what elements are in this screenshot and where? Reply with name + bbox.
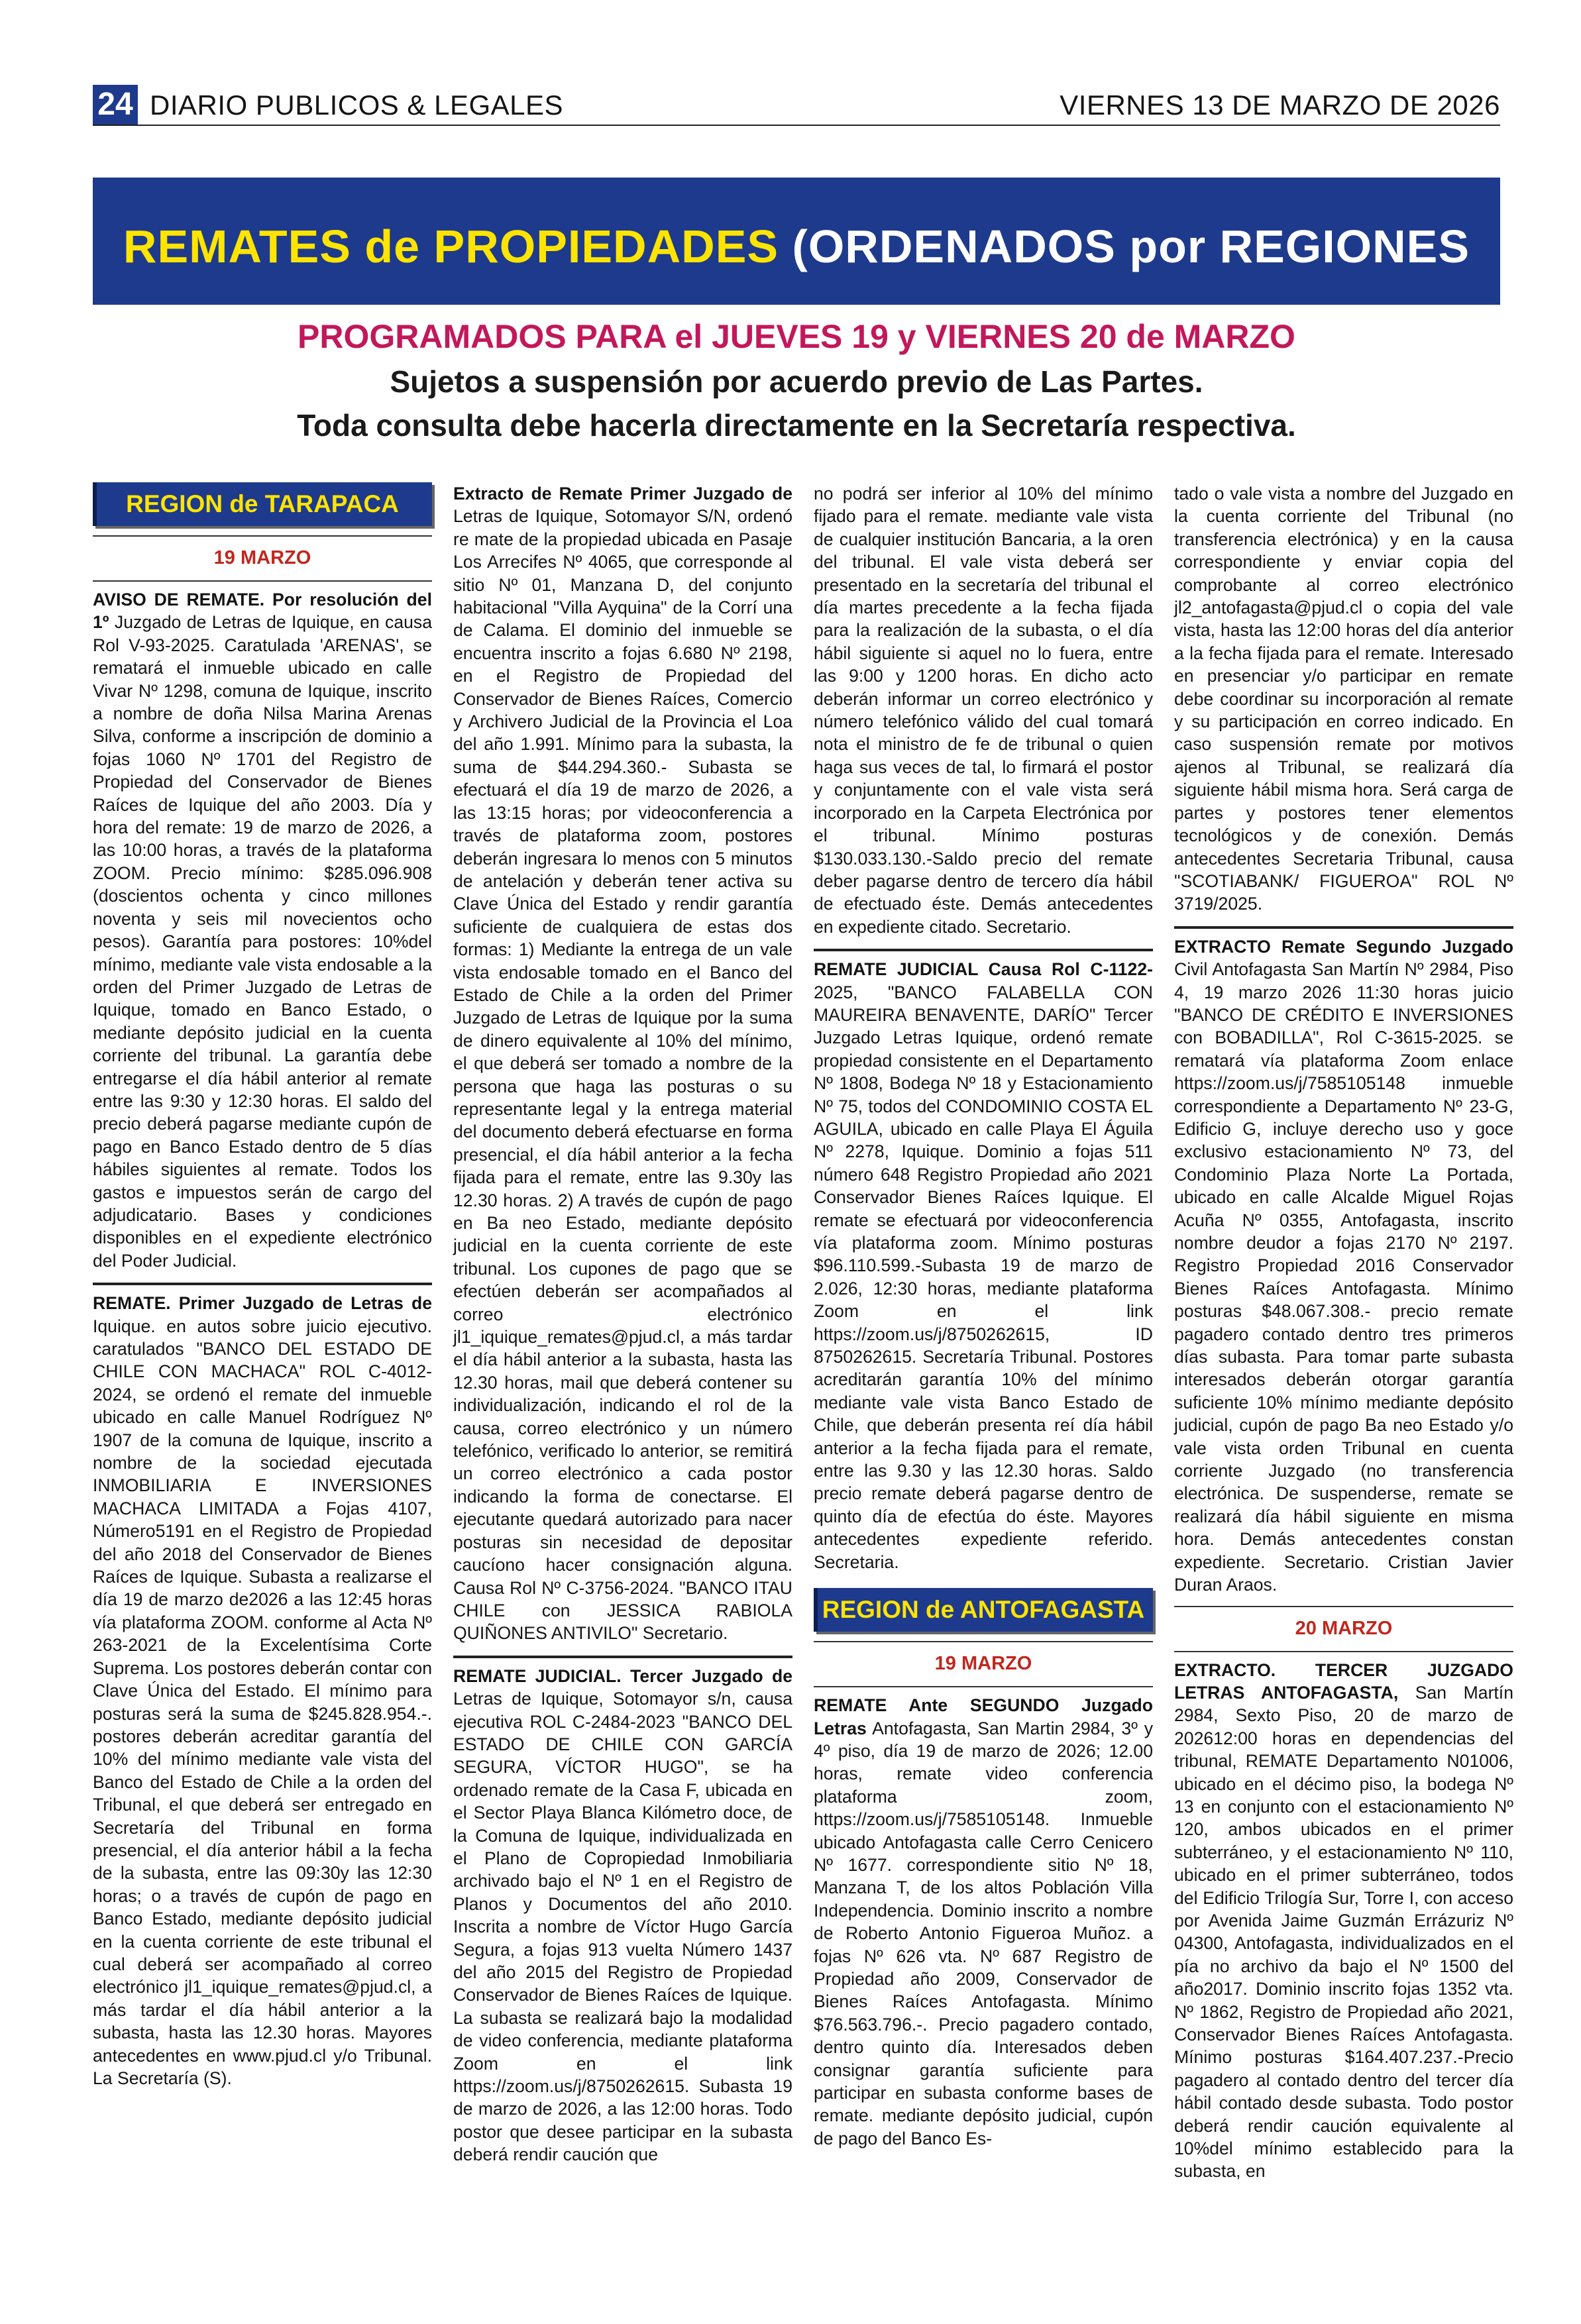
notice-2: [93, 1292, 432, 2089]
notice-lead: EXTRACTO. TERCER JUZGADO LETRAS ANTOFAGASTA,: [1174, 1660, 1513, 1703]
column-3: [814, 482, 1153, 2150]
issue-date: VIERNES 13 DE MARZO DE 2026: [1060, 89, 1500, 121]
notice-lead: REMATE JUDICIAL. Tercer Juzgado de: [453, 1665, 792, 1686]
page-header: [93, 85, 1500, 125]
date-header: 19 MARZO: [934, 1653, 1032, 1675]
date-header: 20 MARZO: [1295, 1617, 1393, 1639]
notice-lead: EXTRACTO Remate Segundo Juzgado: [1174, 936, 1513, 957]
region-header-tarapaca: [93, 482, 432, 526]
date-header: 19 MARZO: [213, 547, 311, 568]
notice-body: Juzgado de Letras de Iquique, en causa Rol V-93-2025. Caratulada 'ARENAS', se rematará el inmueble ubicado en calle Vivar Nº 1298, comuna de Iquique, inscrito a nombre de doña Nilsa Marina Arenas Silva, conforme a inscripción de dominio a fojas 1060 Nº 1701 del Registro de Propiedad del Conservador de Bienes Raíces de Iquique del año 2003. Día y hora del remate: 19 de marzo de 2026, a las 10:00 horas, a través de la plataforma ZOOM. Precio mínimo: $285.096.908 (doscientos ochenta y cinco millones noventa y seis mil novecientos ocho pesos). Garantía para postores: 10%del mínimo, mediante vale vista endosable a la orden del Primer Juzgado de Letras de Iquique, tomado en Banco Estado, o mediante depósito judicial en la cuenta corriente del tribunal. La garantía debe entregarse el día hábil anterior al remate entre las 9:30 y 12:30 horas. El saldo del precio deberá pagarse mediante cupón de pago en Banco Estado dentro de 5 días hábiles siguientes al remate. Todos los gastos e impuestos serán de cargo del adjudicatario. Bases y condiciones disponibles en el expediente electrónico del Poder Judicial.: [93, 612, 432, 1271]
banner-title: [93, 220, 1500, 273]
notice-5: [814, 958, 1153, 1573]
notice-6: [814, 1694, 1153, 2150]
inquiry-note: Toda consulta debe hacerla directamente en la Secretaría respectiva.: [297, 408, 1296, 443]
notice-3: [453, 482, 792, 1645]
notice-body: Letras de Iquique, Sotomayor S/N, ordenó re mate de la propiedad ubicada en Pasaje Los Arrecifes Nº 4065, que corresponde al sitio Nº 01, Manzana D, del conjunto habitacional "Villa Ayquina" de la Corrí una de Calama. El dominio del inmueble se encuentra inscrito a fojas 6.680 Nº 2198, en el Registro de Propiedad del Conservador de Bienes Raíces, Comercio y Archivero Judicial de la Provincia el Loa del año 1.991. Mínimo para la subasta, la suma de $44.294.360.- Subasta se efectuará el día 19 de marzo de 2026, a las 13:15 horas; por videoconferencia a través de plataforma zoom, postores deberán ingresara lo menos con 5 minutos de antelación y deberán tener activa su Clave Única del Estado y rendir garantía suficiente de cualquiera de estas dos formas: 1) Mediante la entrega de un vale vista endosable tomado en el Banco del Estado de Chile a la orden del Primer Juzgado de Letras de Iquique por la suma de dinero equivalente al 10% del mínimo, el que deberá ser tomado a nombre de la persona que haga las posturas o su representante legal y la entrega material del documento deberá efectuarse en forma presencial, el día hábil anterior a la fecha fijada para el remate, entre las 9.30y las 12.30 horas. 2) A través de cupón de pago en Ba neo Estado, mediante depósito judicial en la cuenta corriente de este tribunal. Los cupones de pago que se efectúen deberán ser acompañados al correo electrónico jl1_iquique_remates@pjud.cl, a más tardar el día hábil anterior a la subasta, hasta las 12.30 horas, mail que deberá contener su individualización, indicando el rol de la causa, correo electrónico y un número telefónico, verificado lo anterior, se remitirá un correo electrónico a cada postor indicando la forma de conectarse. El ejecutante quedará autorizado para nacer posturas sin necesidad de depositar caucíono hacer consignación alguna. Causa Rol Nº C-3756-2024. "BANCO ITAU CHILE con JESSICA RABIOLA QUIÑONES ANTIVILO" Secretario.: [453, 506, 792, 1644]
notice-7: [1174, 935, 1513, 1597]
notice-body: Iquique. en autos sobre juicio ejecutivo. caratulados "BANCO DEL ESTADO DE CHILE CON MACHACA" ROL C-4012-2024, se ordenó el remate del inmueble ubicado en calle Manuel Rodríguez Nº 1907 de la comuna de Iquique, inscrito a nombre de la sociedad ejecutada INMOBILIARIA E INVERSIONES MACHACA LIMITADA a Fojas 4107, Número5191 en el Registro de Propiedad del año 2018 del Conservador de Bienes Raíces de Iquique. Subasta a realizarse el día 19 de marzo de2026 a las 12:45 horas vía plataforma ZOOM. conforme al Acta Nº 263-2021 de la Excelentísima Corte Suprema. Los postores deberán contar con Clave Única del Estado. El mínimo para posturas será la suma de $245.828.954.-. postores deberán acreditar garantía del 10% del mínimo mediante vale vista del Banco del Estado de Chile a la orden del Tribunal, el que deberá ser entregado en Secretaría del Tribunal en forma presencial, el día anterior hábil a la fecha de la subasta, entre las 09:30y las 12:30 horas; o a través de cupón de pago en Banco Estado, mediante depósito judicial en la cuenta corriente de este tribunal el cual deberá ser acompañado al correo electrónico jl1_iquique_remates@pjud.cl, a más tardar el día hábil anterior a la subasta, hasta las 12.30 horas. Mayores antecedentes en www.pjud.cl y/o Tribunal. La Secretaría (S).: [93, 1316, 432, 2088]
column-2: [453, 482, 792, 2166]
notice-lead: REMATE Ante SEGUNDO Juzgado Letras: [814, 1695, 1153, 1738]
region-label: REGION de ANTOFAGASTA: [822, 1596, 1145, 1624]
notice-body: Civil Antofagasta San Martín Nº 2984, Piso 4, 19 marzo 2026 11:30 horas juicio "BANCO DE CRÉDITO E INVERSIONES con BOBADILLA", Rol C-3615-2025. se rematará vía plataforma Zoom enlace https://zoom.us/j/7585105148 inmueble correspondiente a Departamento Nº 23-G, Edificio G, incluye derecho uso y goce exclusivo estacionamiento Nº 73, del Condominio Plaza Norte La Portada, ubicado en calle Alcalde Miguel Rojas Acuña Nº 0355, Antofagasta, inscrito nombre deudor a fojas 2170 Nº 2197. Registro Propiedad 2016 Conservador Bienes Raíces Antofagasta. Mínimo posturas $48.067.308.- precio remate pagadero contado dentro tres primeros días subasta. Para tomar parte subasta interesados deberán otorgar garantía suficiente 10% mínimo mediante depósito judicial, cupón de pago Ba neo Estado y/o vale vista orden Tribunal en cuenta corriente Juzgado (no transferencia electrónica. De suspenderse, remate se realizará día hábil siguiente en misma hora. Demás antecedentes constan expediente. Secretario. Cristian Javier Duran Araos.: [1174, 959, 1513, 1595]
region-header-antofagasta: [814, 1588, 1153, 1632]
region-label: REGION de TARAPACA: [126, 490, 399, 517]
notice-lead: Extracto de Remate Primer Juzgado de: [453, 484, 792, 503]
publication-name: DIARIO PUBLICOS & LEGALES: [150, 89, 564, 121]
notice-1: [93, 588, 432, 1272]
banner-title-part2: (ORDENADOS por REGIONES: [792, 221, 1470, 272]
column-1: [93, 482, 432, 2089]
notice-body: 2025, "BANCO FALABELLA CON MAUREIRA BENAVENTE, DARÍO" Tercer Juzgado Letras Iquique, ordenó remate propiedad consistente en el Departamento Nº 1808, Bodega Nº 18 y Estacionamiento Nº 75, todos del CONDOMINIO COSTA EL AGUILA, ubicado en calle Playa El Águila Nº 2278, Iquique. Dominio a fojas 511 número 648 Registro Propiedad año 2021 Conservador Bienes Raíces Iquique. El remate se efectuará por videoconferencia vía plataforma zoom. Mínimo posturas $96.110.599.-Subasta 19 de marzo de 2.026, 12:30 horas, mediante plataforma Zoom en el link https://zoom.us/j/8750262615, ID 8750262615. Secretaría Tribunal. Postores acreditarán garantía 10% del mínimo mediante vale vista Banco Estado de Chile, que deberán presenta reí día hábil anterior a la fecha fijada para el remate, entre las 9.30 y las 12.30 horas. Saldo precio remate deberá pagarse dentro de quinto día de efectúa do éste. Mayores antecedentes expediente referido. Secretaria.: [814, 982, 1153, 1572]
notice-body: San Martín 2984, Sexto Piso, 20 de marzo de 202612:00 horas en dependencias del tribunal, REMATE Departamento N01006, ubicado en el décimo piso, la bodega Nº 13 en conjunto con el estacionamiento Nº 120, ambos ubicados en el primer subterráneo, y el estacionamiento Nº 110, ubicado en el primer subterráneo, todos del Edificio Trilogía Sur, Torre I, con acceso por Avenida Jaime Guzmán Errázuriz Nº 04300, Antofagasta, individualizados en el pía no archivo da bajo el Nº 1500 del año2017. Dominio inscrito fojas 1352 vta. Nº 1862, Registro de Propiedad año 2021, Conservador Bienes Raíces Antofagasta. Mínimo posturas $164.407.237.-Precio pagadero al contado dentro del tercer día hábil contado desde subasta. Todo postor deberá rendir caución equivalente al 10%del mínimo establecido para la subasta, en: [1174, 1682, 1513, 2182]
notice-6-continued: tado o vale vista a nombre del Juzgado en la cuenta corriente del Tribunal (no transferencia electrónica) y en la causa correspondiente y enviar copia del comprobante al correo electrónico jl2_antofagasta@pjud.cl o copia del vale vista, hasta las 12:00 horas del día anterior a la fecha fijada para el remate. Interesado en presenciar y/o participar en remate debe coordinar su incorporación al remate y su participación en correo indicado. En caso suspensión remate por motivos ajenos al Tribunal, se realizará día siguiente hábil misma hora. Será carga de partes y postores tener elementos tecnológicos y de conexión. Demás antecedentes Secretaria Tribunal, causa "SCOTIABANK/ FIGUEROA" ROL Nº 3719/2025.: [1174, 484, 1513, 914]
section-banner: [93, 178, 1500, 305]
notice-4-continued: no podrá ser inferior al 10% del mínimo fijado para el remate. mediante vale vista de cualquier institución Bancaria, a la oren del tribunal. El vale vista deberá ser presentado en la secretaría del tribunal el día martes precedente a la fecha fijada para la realización de la subasta, o el día hábil siguiente si aquel no lo fuera, entre las 9:00 y 1200 horas. En dicho acto deberán informar un correo electrónico y número telefónico válido del cual tomará nota el ministro de fe de tribunal o quien haga sus veces de tal, lo firmará el postor y conjuntamente con el vale vista será incorporado en la Carpeta Electrónica por el tribunal. Mínimo posturas $130.033.130.-Saldo precio del remate deber pagarse dentro de tercero día hábil de efectuado éste. Demás antecedentes en expediente citado. Secretario.: [814, 484, 1153, 937]
notice-8: [1174, 1659, 1513, 2183]
column-4: [1174, 482, 1513, 2183]
notice-lead: REMATE. Primer Juzgado de Letras de: [93, 1293, 432, 1314]
notice-body: Letras de Iquique, Sotomayor s/n, causa ejecutiva ROL C-2484-2023 "BANCO DEL ESTADO DE CHILE CON GARCÍA SEGURA, VÍCTOR HUGO", se ha ordenado remate de la Casa F, ubicada en el Sector Playa Blanca Kilómetro doce, de la Comuna de Iquique, individualizada en el Plano de Copropiedad Inmobiliaria archivado bajo el Nº 1 en el Registro de Planos y Documentos del año 2010. Inscrita a nombre de Víctor Hugo García Segura, a fojas 913 vuelta Número 1437 del año 2015 del Registro de Propiedad Conservador de Bienes Raíces de Iquique. La subasta se realizará bajo la modalidad de video conferencia, mediante plataforma Zoom en el link https://zoom.us/j/8750262615. Subasta 19 de marzo de 2026, a las 12:00 horas. Todo postor que desee participar en la subasta deberá rendir caución que: [453, 1689, 792, 2165]
notice-body: Antofagasta, San Martin 2984, 3º y 4º piso, día 19 de marzo de 2026; 12.00 horas, remate video conferencia plataforma zoom, https://zoom.us/j/7585105148. Inmueble ubicado Antofagasta calle Cerro Cenicero Nº 1677. correspondiente sitio Nº 18, Manzana T, de los altos Población Villa Independencia. Dominio inscrito a nombre de Roberto Antonio Figueroa Muñoz. a fojas Nº 626 vta. Nº 687 Registro de Propiedad año 2009, Conservador de Bienes Raíces Antofagasta. Mínimo $76.563.796.-. Precio pagadero contado, dentro quinto día. Interesados deben consignar garantía suficiente para participar en subasta conforme bases de remate. mediante depósito judicial, cupón de pago del Banco Es-: [814, 1718, 1154, 2148]
notice-lead: AVISO DE REMATE. Por resolución del 1º: [93, 590, 432, 633]
suspension-note: Sujetos a suspensión por acuerdo previo de Las Partes.: [390, 364, 1203, 399]
schedule-heading: PROGRAMADOS PARA el JUEVES 19 y VIERNES 20 de MARZO: [298, 318, 1295, 355]
banner-title-part1: REMATES de PROPIEDADES: [123, 221, 779, 272]
page-number: 24: [93, 85, 138, 125]
notice-lead: REMATE JUDICIAL Causa Rol C-1122-: [814, 959, 1153, 980]
notice-4: [453, 1665, 792, 2166]
header-rule: [93, 125, 1500, 126]
